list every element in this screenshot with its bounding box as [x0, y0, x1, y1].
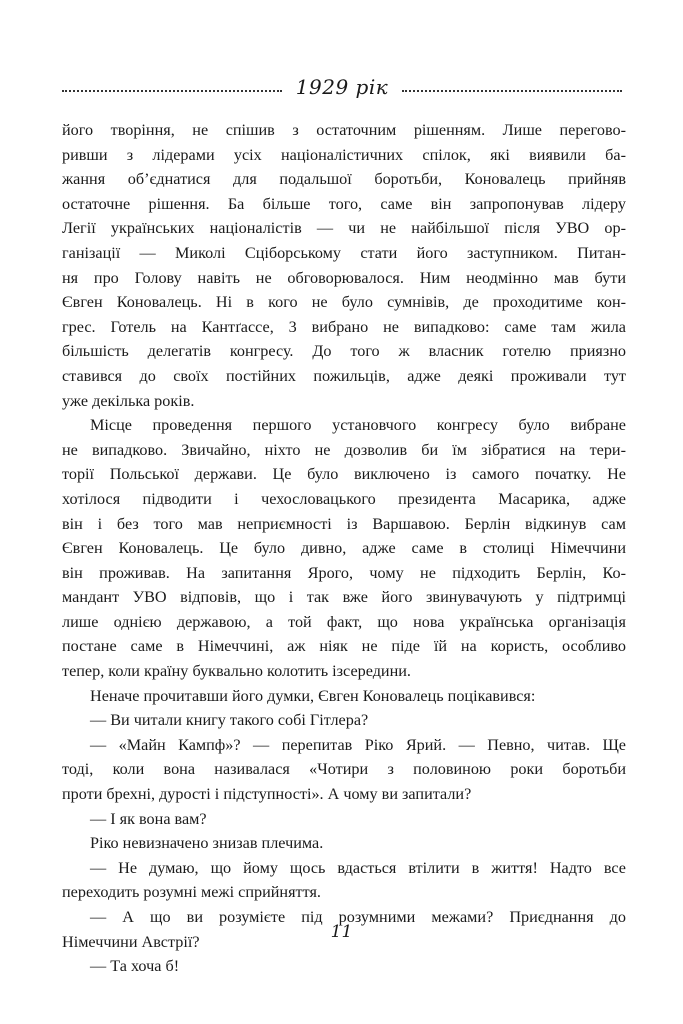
text-line: остаточне рішення. Ба більше того, саме він запропонував лідеру [62, 194, 626, 213]
text-line: проти брехні, дурості і підступності». А чому ви запитали? [62, 785, 472, 804]
text-line: Місце проведення першого установчого конгресу було вибране [90, 416, 626, 435]
text-line: жання об’єднатися для подальшої боротьби, Коновалець прийняв [62, 170, 626, 189]
text-line: тоді, коли вона називалася «Чотири з половиною роки боротьби [62, 760, 626, 779]
text-line: переходить розумні межі сприйняття. [62, 883, 321, 902]
text-line: грес. Готель на Кантґассе, 3 вибрано не випадково: саме там жила [62, 317, 626, 336]
text-line: не випадково. Звичайно, ніхто не дозволив би їм зібратися на тери- [62, 440, 626, 459]
body-text [62, 118, 626, 979]
text-line: уже декілька років. [62, 391, 195, 410]
text-line: ганізації — Миколі Сціборському стати його заступником. Питан- [62, 243, 626, 262]
text-line: постане саме в Німеччині, аж ніяк не піде їй на користь, особливо [62, 637, 626, 656]
text-line: — І як вона вам? [90, 809, 207, 828]
text-line: тепер, коли країну буквально колотить ізсередини. [62, 662, 411, 681]
text-line: більшість делегатів конгресу. До того ж власник готелю приязно [62, 342, 626, 361]
text-line: хотілося підводити і чехословацького президента Масарика, адже [62, 489, 626, 508]
header-dotted-rule-left [62, 90, 282, 92]
text-line: він проживав. На запитання Ярого, чому не підходить Берлін, Ко- [62, 563, 626, 582]
text-line: Легії українських націоналістів — чи не найбільшої після УВО ор- [62, 219, 626, 238]
text-line: — А що ви розумієте під розумними межами? Приєднання до [90, 908, 626, 926]
text-line: Євген Коновалець. Це було дивно, адже саме в столиці Німеччини [62, 539, 626, 558]
text-line: його творіння, не спішив з остаточним рішенням. Лише перегово- [62, 121, 626, 139]
text-line: — Ви читали книгу такого собі Гітлера? [90, 711, 369, 730]
text-line: — Не думаю, що йому щось вдасться втілити в життя! Надто все [90, 858, 626, 877]
text-line: ривши з лідерами усіх націоналістичних спілок, які виявили ба- [62, 145, 626, 164]
text-line: — «Майн Кампф»? — перепитав Ріко Ярий. — Певно, читав. Ще [90, 735, 626, 754]
text-line: торії Польської держави. Це було виключено із самого початку. Не [62, 465, 626, 484]
page-number: 11 [330, 922, 353, 942]
header-title: 1929 рік [295, 75, 389, 99]
running-header [62, 72, 622, 102]
text-line: Німеччини Австрії? [62, 932, 200, 951]
text-line: Євген Коновалець. Ні в кого не було сумнівів, де проходитиме кон- [62, 293, 626, 312]
text-line: — Та хоча б! [90, 957, 180, 976]
text-line: ставився до своїх постійних пожильців, адже деякі проживали тут [62, 366, 626, 385]
text-line: лише однією державою, а той факт, що нова українська організація [62, 612, 626, 631]
text-line: ня про Голову навіть не обговорювалося. Ним неодмінно мав бути [62, 268, 626, 287]
text-line: мандант УВО відповів, що і так вже його звинувачують у підтримці [62, 588, 626, 607]
header-dotted-rule-right [402, 90, 622, 92]
text-line: Неначе прочитавши його думки, Євген Коновалець поцікавився: [90, 686, 536, 705]
text-line: Ріко невизначено знизав плечима. [90, 834, 324, 853]
text-line: він і без того мав неприємності із Варшавою. Берлін відкинув сам [62, 514, 626, 533]
